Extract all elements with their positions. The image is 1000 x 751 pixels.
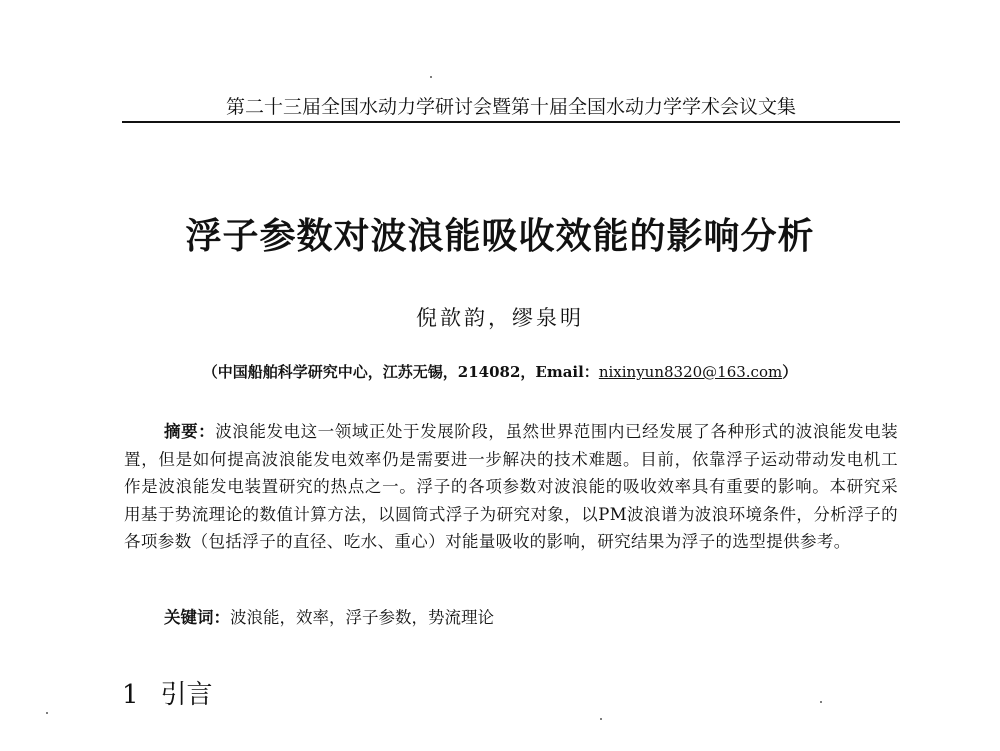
section-heading: [122, 674, 213, 711]
affiliation: [0, 361, 1000, 382]
email-link[interactable]: nixinyun8320@163.com: [598, 363, 783, 381]
scan-speck: [600, 718, 602, 720]
scan-speck: [430, 76, 432, 78]
keywords-label: 关键词：: [164, 608, 230, 627]
keywords: [164, 604, 494, 628]
section-title: 引言: [160, 680, 213, 710]
paper-authors: 倪歆韵，缪泉明: [416, 306, 584, 330]
paper-title: 浮子参数对波浪能吸收效能的影响分析: [185, 216, 815, 257]
abstract-label: 摘要：: [164, 422, 216, 441]
scan-speck: [820, 701, 822, 703]
running-header: 第二十三届全国水动力学研讨会暨第十届全国水动力学学术会议文集: [225, 96, 796, 118]
section-number: 1: [122, 680, 139, 710]
keywords-text: 波浪能，效率，浮子参数，势流理论: [230, 608, 494, 627]
scan-speck: [46, 712, 48, 714]
header-rule: [122, 121, 900, 123]
abstract: [124, 418, 898, 556]
abstract-text: 波浪能发电这一领域正处于发展阶段，虽然世界范围内已经发展了各种形式的波浪能发电装置，但是如何提高波浪能发电效率仍是需要进一步解决的技术难题。目前，依靠浮子运动带动发电机工作是波浪能发电装置研究的热点之一。浮子的各项参数对波浪能的吸收效率具有重要的影响。本研究采用基于势流理论的数值计算方法，以圆筒式浮子为研究对象，以PM波浪谱为波浪环境条件，分析浮子的各项参数（包括浮子的直径、吃水、重心）对能量吸收的影响，研究结果为浮子的选型提供参考。: [124, 422, 899, 552]
affiliation-suffix: ）: [782, 363, 798, 381]
affiliation-prefix: （中国船舶科学研究中心，江苏无锡，214082，Email：: [202, 363, 599, 381]
